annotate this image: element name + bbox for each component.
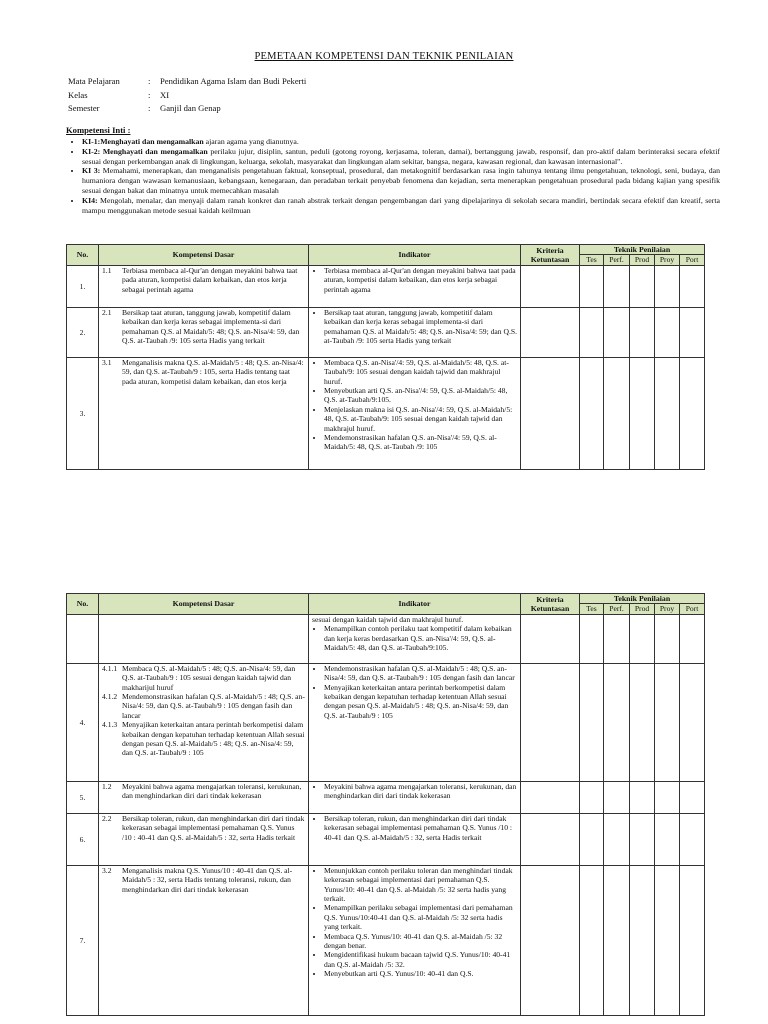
competency-table-1: [66, 244, 705, 470]
indikator-list: [312, 866, 517, 979]
table-row: [67, 357, 705, 469]
ki-text: Memahami, menerapkan, dan menganalisis pengetahuan faktual, konseptual, prosedural, dan metakognitif berdasarkan rasa ingin tahunya tentang ilmu pengetahuan, teknologi, seni, budaya, dan humaniora dengan wawasan kemanusiaan, kebangsaan, kenegaraan, dan peradaban terkait penyebab fenomena dan kejadian, serta menerapkan pengetahuan prosedural pada bidang kajian yang spesifik sesuai dengan bakat dan minatnya untuk memecahkan masalah: [82, 166, 721, 195]
table-row: [67, 307, 705, 357]
proy-cell: [655, 865, 680, 1015]
ki-item: [82, 137, 720, 147]
kd-code: 1.2: [102, 781, 112, 791]
kd-text: Menganalisis makna Q.S. Yunus/10 : 40-41 dan Q.S. al-Maidah/5 : 32, serta Hadis tentang toleransi, rukun, dan menghindarkan diri dari tindak kekerasan: [122, 865, 293, 894]
prod-cell: [630, 307, 655, 357]
kd-cell: [99, 357, 309, 469]
indikator-item: • Menampilkan contoh perilaku taat kompetitif dalam kebaikan dan kerja keras berdasarkan Q.S. an-Nisa'/4: 59, Q.S. al-Maidah/5: 48, dan Q.S. at-Taubah/9:105.: [324, 624, 517, 652]
perf-cell: [604, 781, 630, 813]
header-sub: Prod: [630, 604, 655, 614]
tes-cell: [580, 307, 604, 357]
meta-key: Semester: [68, 103, 100, 114]
row-number: 4.: [67, 663, 99, 781]
meta-colon: :: [148, 76, 151, 86]
row-number: 6.: [67, 813, 99, 865]
meta-value: Ganjil dan Genap: [160, 103, 221, 114]
indikator-cell: [309, 307, 521, 357]
kd-code: 4.1.3: [102, 720, 118, 730]
meta-value: XI: [160, 89, 170, 100]
kd-cell: [99, 865, 309, 1015]
row-number: 3.: [67, 357, 99, 469]
meta-colon: :: [148, 89, 151, 100]
kd-item: [102, 782, 305, 801]
tes-cell: [580, 265, 604, 307]
kd-code: 3.1: [102, 357, 112, 367]
kriteria-cell: [521, 357, 580, 469]
port-cell: [680, 265, 705, 307]
table-row: [67, 865, 705, 1015]
proy-cell: [655, 357, 680, 469]
kd-text: Membaca Q.S. al-Maidah/5 : 48; Q.S. an-Nisa/4: 59, dan Q.S. at-Taubah/9 : 105 sesuai dengan kaidah tajwid dan makharijul huruf: [122, 663, 296, 692]
row-number: 5.: [67, 781, 99, 813]
ki-item: [82, 147, 720, 167]
ki-label: KI-2: Menghayati dan mengamalkan: [82, 146, 208, 156]
indikator-continuation: sesuai dengan kaidah tajwid dan makhrajul huruf.: [312, 614, 464, 624]
subject-info: [66, 74, 308, 117]
kd-item: [102, 308, 305, 346]
indikator-item: • Meyakini bahwa agama mengajarkan toleransi, kerukunan, dan menghindarkan diri dari tindak kekerasan: [324, 782, 517, 801]
ki-text: Mengolah, menalar, dan menyaji dalam ranah konkret dan ranah abstrak terkait dengan pengembangan dari yang dipelajarinya di sekolah secara mandiri, bertindak secara efektif dan kreatif, serta mampu menggunakan metode sesuai kaidah keilmuan: [82, 195, 720, 215]
indikator-item: • Menyebutkan arti Q.S. Yunus/10: 40-41 dan Q.S.: [324, 969, 517, 978]
row-number: 7.: [67, 865, 99, 1015]
ki-label: KI-1:Menghayati dan mengamalkan: [82, 137, 204, 146]
kd-item: [102, 266, 305, 294]
proy-cell: [655, 307, 680, 357]
table-row: [67, 265, 705, 307]
indikator-item: • Mendemonstrasikan hafalan Q.S. an-Nisa'/4: 59, Q.S. al-Maidah/5: 48, Q.S. at-Taubah /9: 105: [324, 433, 517, 452]
kd-code: 3.2: [102, 865, 112, 875]
prod-cell: [630, 663, 655, 781]
kriteria-cell: [521, 663, 580, 781]
indikator-cell: [309, 357, 521, 469]
indikator-cell: [309, 265, 521, 307]
kd-item: [102, 720, 305, 758]
header-sub: Port: [680, 604, 705, 614]
tes-cell: [580, 865, 604, 1015]
header-no: No.: [67, 594, 99, 615]
kd-cell: [99, 265, 309, 307]
kd-text: Mendemonstrasikan hafalan Q.S. al-Maidah/5 : 48; Q.S. an-Nisa/4: 59, dan Q.S. at-Taubah/9 : 105 dengan fasih dan lancar: [122, 692, 305, 720]
meta-row: [68, 90, 306, 102]
ki-text: perilaku jujur, disiplin, santun, peduli (gotong royong, kerjasama, toleran, damai), bertanggung jawab, responsif, dan pro-aktif dalam berinteraksi secara efektif sesuai dengan perkembangan anak di lingkungan, keluarga, sekolah, masyarakat dan lingkungan alam sekitar, bangsa, negara, kawasan regional, dan kawasan internasional".: [82, 146, 720, 166]
table-header: [67, 245, 705, 266]
ki-label: KI 3:: [82, 166, 101, 176]
tes-cell: [580, 663, 604, 781]
header-indikator: Indikator: [309, 594, 521, 615]
indikator-item: • Menunjukkan contoh perilaku toleran dan menghindari tindak kekerasan sebagai implementasi dari pemahaman Q.S. Yunus/10: 40-41 dan Q.S. al-Maidah /5: 32 serta hadis yang terkait.: [324, 866, 517, 904]
indikator-cell: [309, 781, 521, 813]
kd-cell: [99, 307, 309, 357]
indikator-list: [312, 624, 517, 652]
table-header: [67, 594, 705, 615]
tes-cell: [580, 781, 604, 813]
kd-text: Terbiasa membaca al-Qur'an dengan meyakini bahwa taat pada aturan, kompetisi dalam kebaikan, dan etos kerja sebagai perintah agama: [122, 265, 298, 294]
header-sub: Proy: [655, 255, 680, 265]
indikator-item: • Menampilkan perilaku sebagai implementasi dari pemahaman Q.S. Yunus/10:40-41 dan Q.S. al-Maidah /5: 32 serta hadis yang terkait.: [324, 903, 517, 931]
kd-text: Menganalisis makna Q.S. al-Maidah/5 : 48; Q.S. an-Nisa/4: 59, dan Q.S. at-Taubah/9 : 105, serta Hadis tentang taat pada aturan, kompetisi dalam kebaikan, dan etos kerja: [122, 357, 304, 386]
kd-code: 2.1: [102, 307, 112, 317]
header-row: [67, 594, 705, 604]
prod-cell: [630, 781, 655, 813]
proy-cell: [655, 813, 680, 865]
indikator-list: [312, 358, 517, 452]
kd-cell: [99, 813, 309, 865]
perf-cell: [604, 265, 630, 307]
header-teknik: Teknik Penilaian: [580, 594, 705, 604]
kriteria-cell: [521, 813, 580, 865]
indikator-item: • Menyebutkan arti Q.S. an-Nisa'/4: 59, Q.S. al-Maidah/5: 48, Q.S. at-Taubah/9:105.: [324, 386, 517, 405]
indikator-cell: [309, 865, 521, 1015]
meta-key: Kelas: [68, 89, 88, 100]
tes-cell: [580, 357, 604, 469]
port-cell: [680, 614, 705, 663]
indikator-list: [312, 308, 517, 346]
kd-cell: [99, 614, 309, 663]
port-cell: [680, 781, 705, 813]
competency-table-2: [66, 593, 705, 1016]
perf-cell: [604, 357, 630, 469]
indikator-item: • Membaca Q.S. an-Nisa'/4: 59, Q.S. al-Maidah/5: 48, Q.S. at-Taubah/9: 105 sesuai dengan kaidah tajwid dan makhrajul huruf.: [324, 358, 517, 386]
header-kd: Kompetensi Dasar: [99, 245, 309, 266]
kd-cell: [99, 781, 309, 813]
indikator-item: • Bersikap toleran, rukun, dan menghindarkan diri dari tindak kekerasan sebagai implementasi pemahaman Q.S. Yunus /10 : 40-41 dan Q.S. al-Maidah/5 : 32, serta Hadis terkait: [324, 814, 517, 842]
kd-code: 4.1.1: [102, 663, 118, 673]
kd-text: Meyakini bahwa agama mengajarkan toleransi, kerukunan, dan menghindarkan diri dari tindak kekerasan: [122, 781, 302, 801]
perf-cell: [604, 865, 630, 1015]
header-no: No.: [67, 245, 99, 266]
port-cell: [680, 865, 705, 1015]
row-number: 2.: [67, 307, 99, 357]
indikator-cell: [309, 663, 521, 781]
proy-cell: [655, 663, 680, 781]
kriteria-cell: [521, 865, 580, 1015]
indikator-list: [312, 814, 517, 842]
proy-cell: [655, 781, 680, 813]
header-kriteria: Kriteria Ketuntasan: [521, 245, 580, 266]
kd-text: Menyajikan keterkaitan antara perintah berkompetisi dalam kebaikan dengan kepatuhan terhadap ketentuan Allah sesuai dengan pesan Q.S. al-Maidah/5 : 48; Q.S. an-Nisa/4: 59, dan Q.S. at-Taubah/9 : 105: [122, 720, 305, 758]
indikator-list: [312, 664, 517, 720]
kd-item: [102, 358, 305, 386]
indikator-item: • Mengidentifikasi hukum bacaan tajwid Q.S. Yunus/10: 40-41 dan Q.S. al-Maidah /5: 32.: [324, 950, 517, 969]
kriteria-cell: [521, 781, 580, 813]
indikator-cell: [309, 813, 521, 865]
ki-item: [82, 196, 720, 216]
kd-item: [102, 664, 305, 692]
port-cell: [680, 357, 705, 469]
kriteria-cell: [521, 265, 580, 307]
header-indikator: Indikator: [309, 245, 521, 266]
perf-cell: [604, 307, 630, 357]
port-cell: [680, 813, 705, 865]
indikator-list: [312, 782, 517, 801]
port-cell: [680, 307, 705, 357]
kd-item: [102, 866, 305, 894]
proy-cell: [655, 614, 680, 663]
header-sub: Tes: [580, 255, 604, 265]
indikator-item: • Membaca Q.S. Yunus/10: 40-41 dan Q.S. al-Maidah /5: 32 dengan benar.: [324, 932, 517, 951]
indikator-item: • Mendemonstrasikan hafalan Q.S. al-Maidah/5 : 48; Q.S. an-Nisa/4: 59, dan Q.S. at-Taubah/9 : 105 dengan fasih dan lancar: [324, 664, 517, 683]
port-cell: [680, 663, 705, 781]
header-kriteria: Kriteria Ketuntasan: [521, 594, 580, 615]
ki-text: ajaran agama yang dianutnya.: [203, 137, 299, 146]
meta-colon: :: [148, 103, 151, 114]
header-sub: Proy: [655, 604, 680, 614]
table-row: [67, 663, 705, 781]
ki-list: [66, 137, 720, 215]
header-sub: Port: [680, 255, 705, 265]
document-title: PEMETAAN KOMPETENSI DAN TEKNIK PENILAIAN: [254, 51, 514, 62]
indikator-item: • Bersikap taat aturan, tanggung jawab, kompetitif dalam kebaikan dan kerja keras sebagai implementa-si dari pemahaman Q.S. al Maidah/5: 48; Q.S. an-Nisa/4: 59; dan Q.S. at-Taubah /9: 105 serta Hadis yang terkait: [324, 308, 517, 346]
prod-cell: [630, 813, 655, 865]
indikator-item: • Menjelaskan makna isi Q.S. an-Nisa'/4: 59, Q.S. al-Maidah/5: 48, Q.S. at-Taubah/9: 105 sesuai dengan kaidah tajwid dan makhrajul huruf.: [324, 405, 517, 433]
kriteria-cell: [521, 614, 580, 663]
indikator-cell: [309, 614, 521, 663]
tes-cell: [580, 813, 604, 865]
prod-cell: [630, 614, 655, 663]
indikator-item: • Terbiasa membaca al-Qur'an dengan meyakini bahwa taat pada aturan, kompetisi dalam kebaikan, dan etos kerja sebagai perintah agama: [324, 266, 517, 294]
meta-value: Pendidikan Agama Islam dan Budi Pekerti: [160, 76, 307, 86]
perf-cell: [604, 813, 630, 865]
proy-cell: [655, 265, 680, 307]
perf-cell: [604, 614, 630, 663]
ki-heading: Kompetensi Inti :: [66, 125, 131, 135]
header-teknik: Teknik Penilaian: [580, 245, 705, 255]
ki-label: KI4:: [82, 195, 98, 205]
meta-row: [68, 76, 306, 88]
kd-item: [102, 692, 305, 720]
tes-cell: [580, 614, 604, 663]
prod-cell: [630, 265, 655, 307]
header-sub: Perf.: [604, 255, 630, 265]
ki-item: [82, 166, 720, 195]
kd-cell: [99, 663, 309, 781]
kd-code: 2.2: [102, 813, 112, 823]
kd-code: 4.1.2: [102, 692, 118, 702]
prod-cell: [630, 865, 655, 1015]
table-row: [67, 614, 705, 663]
prod-cell: [630, 357, 655, 469]
indikator-list: [312, 266, 517, 294]
kriteria-cell: [521, 307, 580, 357]
header-sub: Tes: [580, 604, 604, 614]
table-row: [67, 813, 705, 865]
meta-key: Mata Pelajaran: [68, 76, 120, 86]
row-number: [67, 614, 99, 663]
indikator-item: • Menyajikan keterkaitan antara perintah berkompetisi dalam kebaikan dengan kepatuhan terhadap ketentuan Allah sesuai dengan pesan Q.S. al-Maidah/5 : 48; Q.S. an-Nisa/4: 59, dan Q.S. at-Taubah/9 : 105: [324, 683, 517, 721]
perf-cell: [604, 663, 630, 781]
table-row: [67, 781, 705, 813]
header-kd: Kompetensi Dasar: [99, 594, 309, 615]
row-number: 1.: [67, 265, 99, 307]
kd-text: Bersikap taat aturan, tanggung jawab, kompetitif dalam kebaikan dan kerja keras sebagai implementa-si dari pemahaman Q.S. al Maidah/5: 48; Q.S. an-Nisa/4: 59, dan Q.S. at-Taubah /9: 105 serta Hadis yang terkait: [122, 307, 300, 346]
header-sub: Prod: [630, 255, 655, 265]
meta-row: [68, 103, 306, 115]
kd-code: 1.1: [102, 265, 112, 275]
header-row: [67, 245, 705, 255]
header-sub: Perf.: [604, 604, 630, 614]
kd-text: Bersikap toleran, rukun, dan menghindarkan diri dari tindak kekerasan sebagai implementasi pemahaman Q.S. Yunus /10 : 40-41 dan Q.S. al-Maidah/5 : 32, serta Hadis terkait: [122, 813, 305, 842]
kd-item: [102, 814, 305, 842]
